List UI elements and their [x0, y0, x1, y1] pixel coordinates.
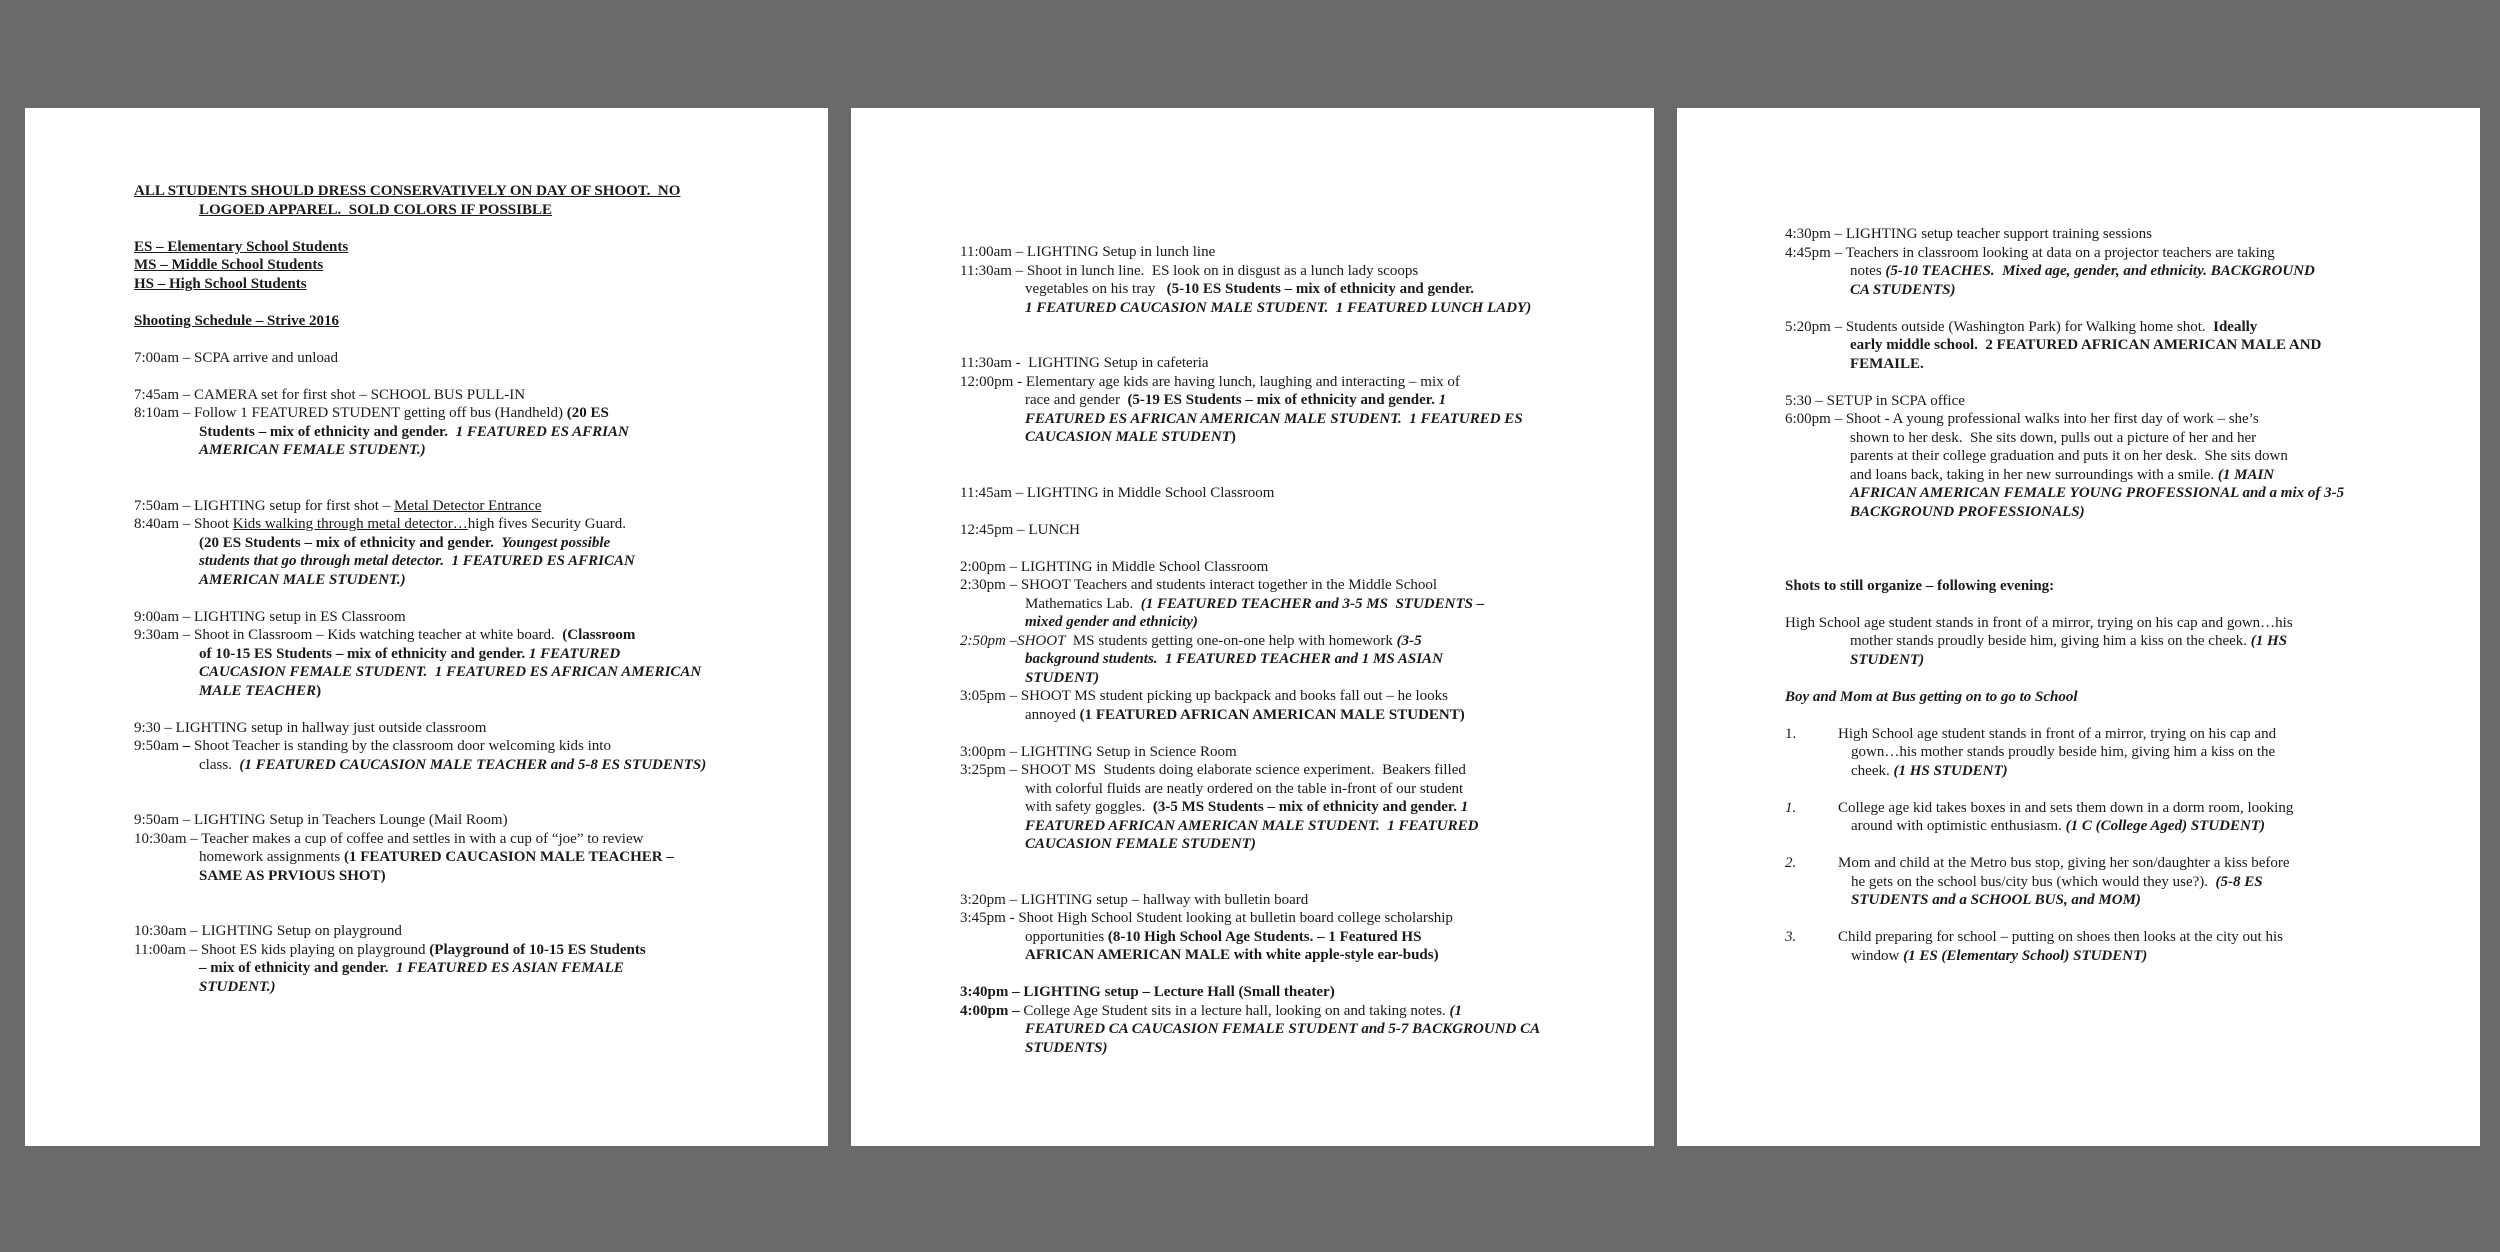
- document-page-2: [851, 108, 1654, 1146]
- text-run: high fives Security Guard.: [467, 516, 627, 532]
- schedule-entry: [960, 983, 1654, 1002]
- text-run: 9:30 – LIGHTING setup in hallway just outside classroom: [134, 719, 487, 736]
- text-run: CAUCASION MALE STUDENT: [1025, 429, 1231, 445]
- text-line: [960, 909, 1654, 928]
- text-line: [134, 534, 828, 553]
- text-run: 1: [1460, 799, 1469, 815]
- schedule-entry: [1785, 577, 2480, 596]
- text-line: [134, 811, 828, 830]
- schedule-entry: [134, 515, 828, 589]
- text-run: ): [316, 682, 322, 699]
- text-run: 11:30am - LIGHTING Setup in cafeteria: [960, 355, 1209, 371]
- schedule-entry: [1785, 392, 2480, 411]
- text-run: – mix of ethnicity and gender.: [199, 960, 396, 976]
- text-line: [960, 373, 1654, 392]
- text-run: 3:05pm – SHOOT MS student picking up backpack and books fall out – he looks: [960, 688, 1449, 704]
- text-run: (1 C (College Aged) STUDENT): [2065, 818, 2265, 834]
- text-run: (1 FEATURED CAUCASION MALE TEACHER –: [343, 849, 674, 865]
- text-run: (3-5 MS Students – mix of ethnicity and gender.: [1152, 799, 1461, 815]
- schedule-entry: [134, 349, 828, 368]
- numbered-item: [1785, 854, 2480, 910]
- text-line: [1785, 799, 2480, 818]
- numbered-item: [1785, 725, 2480, 781]
- text-line: [134, 848, 828, 867]
- schedule-entry: [134, 256, 828, 275]
- schedule-entry: [134, 608, 828, 627]
- text-line: [1785, 484, 2480, 503]
- text-run: background students. 1 FEATURED TEACHER and 1 MS ASIAN: [1025, 651, 1443, 667]
- text-line: [960, 817, 1654, 836]
- text-run: –: [182, 738, 191, 754]
- schedule-entry: [960, 632, 1654, 688]
- text-run: CAUCASION FEMALE STUDENT. 1 FEATURED ES AFRICAN AMERICAN: [199, 664, 702, 680]
- schedule-entry: [960, 743, 1654, 762]
- text-line: [960, 262, 1654, 281]
- text-line: [134, 441, 828, 460]
- schedule-entry: [1785, 614, 2480, 670]
- text-line: [1785, 651, 2480, 670]
- schedule-entry: [960, 761, 1654, 854]
- text-run: around with optimistic enthusiasm.: [1851, 818, 2066, 834]
- text-run: 4:45pm – Teachers in classroom looking at data on a projector teachers are taking: [1785, 244, 2275, 261]
- text-run: 12:00pm - Elementary age kids are having lunch, laughing and interacting – mix of: [960, 373, 1460, 390]
- text-run: 3:45pm - Shoot High School Student looking at bulletin board college scholarship: [960, 910, 1453, 926]
- text-line: [134, 737, 828, 756]
- text-line: [134, 182, 828, 201]
- text-line: [960, 650, 1654, 669]
- text-run: 9:00am – LIGHTING setup in ES Classroom: [134, 608, 406, 625]
- text-run: (5-10 TEACHES. Mixed age, gender, and ethnicity. BACKGROUND: [1885, 263, 2315, 279]
- text-line: [960, 280, 1654, 299]
- text-line: [134, 571, 828, 590]
- text-line: [134, 959, 828, 978]
- text-run: early middle school. 2 FEATURED AFRICAN AMERICAN MALE AND: [1850, 337, 2322, 353]
- text-run: FEATURED CA CAUCASION FEMALE STUDENT and 5-7 BACKGROUND CA: [1025, 1021, 1541, 1037]
- text-line: [1785, 466, 2480, 485]
- text-run: 1 FEATURED ES ASIAN FEMALE: [395, 960, 624, 976]
- schedule-entry: [960, 576, 1654, 632]
- text-run: Shoot Teacher is standing by the classroom door welcoming kids into: [190, 738, 611, 754]
- schedule-entry: [134, 626, 828, 700]
- text-run: Mom and child at the Metro bus stop, giving her son/daughter a kiss before: [1838, 855, 2290, 871]
- text-run: notes: [1850, 263, 1886, 279]
- text-line: [134, 663, 828, 682]
- text-line: [960, 743, 1654, 762]
- schedule-entry: [1785, 410, 2480, 521]
- text-run: 8:40am – Shoot: [134, 516, 233, 532]
- text-line: [960, 946, 1654, 965]
- text-run: 5:20pm – Students outside (Washington Park) for Walking home shot.: [1785, 318, 2214, 335]
- text-line: [134, 756, 828, 775]
- text-line: [960, 428, 1654, 447]
- text-run: 11:30am – Shoot in lunch line. ES look on in disgust as a lunch lady scoops: [960, 262, 1419, 279]
- text-run: (5-10 ES Students – mix of ethnicity and gender.: [1166, 281, 1475, 297]
- schedule-entry: [134, 386, 828, 405]
- text-line: [134, 922, 828, 941]
- text-run: class.: [199, 756, 240, 773]
- text-run: (20 ES Students – mix of ethnicity and gender.: [199, 534, 502, 551]
- text-run: Ideally: [2213, 318, 2258, 335]
- text-line: [960, 521, 1654, 540]
- text-run: 6:00pm – Shoot - A young professional walks into her first day of work – she’s: [1785, 411, 2259, 427]
- text-run: LOGOED APPAREL. SOLD COLORS IF POSSIBLE: [199, 201, 552, 218]
- text-run: (1 FEATURED TEACHER and 3-5 MS STUDENTS –: [1140, 595, 1485, 612]
- text-run: (1 FEATURED AFRICAN AMERICAN MALE STUDENT): [1079, 706, 1465, 723]
- schedule-entry: [134, 497, 828, 516]
- text-run: MS students getting one-on-one help with homework: [1065, 632, 1397, 649]
- text-line: [1785, 725, 2480, 744]
- document-page-1: [25, 108, 828, 1146]
- schedule-entry: [960, 484, 1654, 503]
- text-line: [134, 608, 828, 627]
- text-line: [960, 761, 1654, 780]
- text-run: with safety goggles.: [1025, 799, 1153, 815]
- text-line: [1785, 355, 2480, 374]
- text-run: 11:45am – LIGHTING in Middle School Classroom: [960, 484, 1275, 501]
- text-line: [1785, 410, 2480, 429]
- schedule-entry: [134, 922, 828, 941]
- text-line: [134, 423, 828, 442]
- text-line: [134, 497, 828, 516]
- text-line: [960, 928, 1654, 947]
- text-line: [960, 687, 1654, 706]
- text-line: [1785, 447, 2480, 466]
- text-line: [134, 645, 828, 664]
- text-run: (1 FEATURED CAUCASION MALE TEACHER and 5-8 ES STUDENTS): [239, 756, 707, 773]
- text-run: MALE TEACHER: [199, 682, 317, 699]
- text-run: 8:10am – Follow 1 FEATURED STUDENT getting off bus (Handheld): [134, 405, 567, 421]
- text-line: [960, 1002, 1654, 1021]
- text-run: mixed gender and ethnicity): [1025, 614, 1198, 630]
- schedule-entry: [134, 719, 828, 738]
- text-line: [1785, 318, 2480, 337]
- text-run: annoyed: [1025, 706, 1080, 723]
- text-run: (3-5: [1396, 632, 1422, 649]
- text-run: 3:25pm – SHOOT MS Students doing elaborate science experiment. Beakers filled: [960, 762, 1466, 778]
- schedule-entry: [134, 811, 828, 830]
- text-run: 11:00am – LIGHTING Setup in lunch line: [960, 244, 1216, 260]
- text-run: window: [1851, 947, 1904, 964]
- text-run: shown to her desk. She sits down, pulls out a picture of her and her: [1850, 429, 2257, 446]
- schedule-entry: [1785, 318, 2480, 374]
- text-run: 2:00pm – LIGHTING in Middle School Classroom: [960, 558, 1269, 575]
- text-run: FEATURED ES AFRICAN AMERICAN MALE STUDENT. 1 FEATURED ES: [1025, 410, 1523, 427]
- text-run: 3:40pm – LIGHTING setup – Lecture Hall (Small theater): [960, 984, 1335, 1000]
- text-run: and loans back, taking in her new surroundings with a smile.: [1850, 466, 2218, 483]
- schedule-entry: [134, 941, 828, 997]
- text-line: [1785, 928, 2480, 947]
- text-run: Youngest possible: [501, 534, 611, 551]
- text-run: Shots to still organize – following evening:: [1785, 577, 2055, 594]
- text-run: Child preparing for school – putting on shoes then looks at the city out his: [1838, 929, 2283, 945]
- item-number: 3.: [1785, 929, 1797, 945]
- text-run: students that go through metal detector. 1 FEATURED ES AFRICAN: [199, 553, 635, 569]
- text-line: [960, 780, 1654, 799]
- text-line: [1785, 503, 2480, 522]
- text-line: [134, 515, 828, 534]
- schedule-entry: [960, 1002, 1654, 1058]
- text-line: [960, 595, 1654, 614]
- text-run: with colorful fluids are neatly ordered on the table in-front of our student: [1025, 780, 1464, 797]
- text-run: 11:00am – Shoot ES kids playing on playground: [134, 941, 430, 958]
- text-line: [960, 891, 1654, 910]
- text-run: 4:00pm –: [960, 1002, 1024, 1019]
- schedule-entry: [134, 238, 828, 257]
- text-run: (1 ES (Elementary School) STUDENT): [1903, 947, 2148, 964]
- item-number: 2.: [1785, 855, 1797, 871]
- text-line: [960, 484, 1654, 503]
- text-run: (1 HS: [2250, 633, 2288, 649]
- text-run: FEATURED AFRICAN AMERICAN MALE STUDENT. 1 FEATURED: [1025, 817, 1479, 834]
- item-number: 1.: [1785, 725, 1797, 742]
- schedule-entry: [960, 891, 1654, 910]
- text-line: [960, 669, 1654, 688]
- text-run: HS – High School Students: [134, 275, 307, 292]
- schedule-entry: [134, 275, 828, 294]
- schedule-entry: [134, 737, 828, 774]
- text-line: [1785, 429, 2480, 448]
- text-run: 12:45pm – LUNCH: [960, 521, 1080, 538]
- text-line: [1785, 891, 2480, 910]
- text-run: FEMAILE.: [1850, 355, 1924, 372]
- text-run: Mathematics Lab.: [1025, 595, 1141, 612]
- item-number: 1.: [1785, 799, 1797, 816]
- text-run: Boy and Mom at Bus getting on to go to School: [1785, 688, 2078, 705]
- schedule-entry: [1785, 244, 2480, 300]
- text-run: 9:30am – Shoot in Classroom – Kids watching teacher at white board.: [134, 627, 563, 643]
- text-run: gown…his mother stands proudly beside him, giving him a kiss on the: [1851, 744, 2276, 760]
- text-run: Shooting Schedule – Strive 2016: [134, 312, 340, 329]
- text-line: [1785, 262, 2480, 281]
- text-run: High School age student stands in front of a mirror, trying on his cap and: [1838, 725, 2277, 742]
- text-line: [134, 719, 828, 738]
- text-run: College Age Student sits in a lecture hall, looking on and taking notes.: [1023, 1002, 1450, 1019]
- schedule-entry: [1785, 225, 2480, 244]
- text-line: [134, 978, 828, 997]
- schedule-entry: [134, 312, 828, 331]
- text-run: College age kid takes boxes in and sets them down in a dorm room, looking: [1838, 799, 2294, 816]
- text-run: of 10-15 ES Students – mix of ethnicity and gender.: [199, 645, 529, 662]
- numbered-item: [1785, 928, 2480, 965]
- text-run: cheek.: [1851, 762, 1894, 779]
- text-run: (Classroom: [562, 627, 636, 643]
- text-line: [960, 835, 1654, 854]
- text-run: (1 HS STUDENT): [1893, 762, 2008, 779]
- text-run: 1 FEATURED: [528, 645, 621, 662]
- text-run: STUDENTS and a SCHOOL BUS, and MOM): [1851, 892, 2141, 908]
- text-run: 7:00am – SCPA arrive and unload: [134, 349, 339, 366]
- text-line: [960, 1039, 1654, 1058]
- schedule-entry: [960, 373, 1654, 447]
- text-line: [134, 552, 828, 571]
- text-run: 10:30am – LIGHTING Setup on playground: [134, 923, 402, 939]
- text-run: ALL STUDENTS SHOULD DRESS CONSERVATIVELY ON DAY OF SHOOT. NO: [134, 183, 681, 199]
- text-line: [134, 238, 828, 257]
- schedule-entry: [134, 404, 828, 460]
- text-run: 9:50am – LIGHTING Setup in Teachers Lounge (Mail Room): [134, 812, 508, 828]
- text-line: [134, 830, 828, 849]
- text-run: STUDENT.): [199, 978, 276, 995]
- text-line: [1785, 244, 2480, 263]
- text-line: [1785, 632, 2480, 651]
- text-line: [1785, 947, 2480, 966]
- text-line: [1785, 762, 2480, 781]
- text-run: Students – mix of ethnicity and gender.: [199, 423, 456, 440]
- text-line: [134, 201, 828, 220]
- text-run: (1: [1449, 1002, 1463, 1019]
- text-run: 10:30am – Teacher makes a cup of coffee and settles in with a cup of “joe” to review: [134, 830, 644, 847]
- text-run: race and gender: [1025, 392, 1128, 408]
- schedule-entry: [1785, 688, 2480, 707]
- text-line: [1785, 577, 2480, 596]
- text-line: [960, 983, 1654, 1002]
- text-line: [1785, 817, 2480, 836]
- text-run: BACKGROUND PROFESSIONALS): [1850, 503, 2085, 520]
- schedule-entry: [960, 354, 1654, 373]
- text-run: 4:30pm – LIGHTING setup teacher support training sessions: [1785, 226, 2153, 242]
- text-run: 3:20pm – LIGHTING setup – hallway with bulletin board: [960, 891, 1309, 908]
- schedule-entry: [134, 830, 828, 886]
- text-run: (8-10 High School Age Students. – 1 Featured HS: [1107, 928, 1422, 945]
- text-line: [1785, 614, 2480, 633]
- text-run: (5-8 ES: [2215, 873, 2263, 890]
- text-run: opportunities: [1025, 928, 1108, 945]
- text-line: [134, 867, 828, 886]
- text-run: STUDENT): [1025, 669, 1100, 686]
- text-run: 1 FEATURED ES AFRIAN: [455, 423, 629, 440]
- text-line: [960, 354, 1654, 373]
- text-run: homework assignments: [199, 849, 344, 865]
- text-run: 9:50am: [134, 738, 183, 754]
- text-run: 1 FEATURED CAUCASION MALE STUDENT. 1 FEATURED LUNCH LADY): [1025, 299, 1532, 316]
- text-run: (Playground of 10-15 ES Students: [429, 941, 646, 958]
- text-run: parents at their college graduation and puts it on her desk. She sits down: [1850, 448, 2288, 464]
- text-line: [1785, 688, 2480, 707]
- text-line: [134, 349, 828, 368]
- text-run: 7:45am – CAMERA set for first shot – SCHOOL BUS PULL-IN: [134, 386, 526, 403]
- text-run: 1: [1438, 392, 1447, 408]
- text-run: (1 MAIN: [2217, 466, 2275, 483]
- text-run: 5:30 – SETUP in SCPA office: [1785, 392, 1965, 409]
- text-line: [1785, 392, 2480, 411]
- text-line: [134, 941, 828, 960]
- text-run: ES – Elementary School Students: [134, 238, 349, 255]
- text-line: [960, 613, 1654, 632]
- text-run: 2:30pm – SHOOT Teachers and students interact together in the Middle School: [960, 577, 1438, 593]
- text-line: [960, 410, 1654, 429]
- text-line: [960, 391, 1654, 410]
- text-line: [1785, 336, 2480, 355]
- text-run: he gets on the school bus/city bus (which would they use?).: [1851, 873, 2216, 890]
- document-page-3: [1677, 108, 2480, 1146]
- text-run: 7:50am – LIGHTING setup for first shot –: [134, 497, 394, 514]
- text-line: [960, 1020, 1654, 1039]
- schedule-entry: [960, 243, 1654, 262]
- numbered-item: [1785, 799, 2480, 836]
- text-line: [960, 299, 1654, 318]
- text-run: 2:50pm –SHOOT: [960, 632, 1066, 649]
- text-run: High School age student stands in front of a mirror, trying on his cap and gown…his: [1785, 614, 2293, 631]
- text-line: [960, 632, 1654, 651]
- text-run: ): [1230, 429, 1236, 445]
- schedule-entry: [960, 558, 1654, 577]
- schedule-entry: [960, 909, 1654, 965]
- text-line: [1785, 281, 2480, 300]
- text-run: SAME AS PRVIOUS SHOT): [199, 867, 386, 884]
- text-line: [134, 386, 828, 405]
- text-line: [134, 626, 828, 645]
- text-line: [1785, 225, 2480, 244]
- text-run: AFRICAN AMERICAN FEMALE YOUNG PROFESSIONAL and a mix of 3-5: [1850, 485, 2345, 501]
- text-line: [134, 256, 828, 275]
- text-line: [960, 798, 1654, 817]
- text-line: [960, 576, 1654, 595]
- text-run: Metal Detector Entrance: [393, 497, 542, 514]
- text-run: STUDENT): [1850, 651, 1925, 668]
- text-run: 3:00pm – LIGHTING Setup in Science Room: [960, 743, 1237, 760]
- text-run: CAUCASION FEMALE STUDENT): [1025, 836, 1256, 852]
- text-run: (20 ES: [566, 405, 609, 421]
- text-run: CA STUDENTS): [1850, 281, 1956, 298]
- text-run: Kids walking through metal detector…: [232, 516, 468, 532]
- text-line: [1785, 854, 2480, 873]
- schedule-entry: [960, 521, 1654, 540]
- text-run: AMERICAN FEMALE STUDENT.): [199, 442, 426, 458]
- text-run: (5-19 ES Students – mix of ethnicity and gender.: [1127, 392, 1439, 408]
- text-line: [960, 706, 1654, 725]
- text-line: [134, 312, 828, 331]
- text-line: [134, 275, 828, 294]
- text-run: MS – Middle School Students: [134, 257, 324, 273]
- text-line: [1785, 873, 2480, 892]
- text-run: AMERICAN MALE STUDENT.): [199, 571, 406, 588]
- text-line: [134, 404, 828, 423]
- schedule-entry: [960, 262, 1654, 318]
- text-line: [960, 558, 1654, 577]
- text-line: [134, 682, 828, 701]
- text-run: STUDENTS): [1025, 1039, 1108, 1056]
- schedule-entry: [134, 182, 828, 219]
- text-line: [1785, 743, 2480, 762]
- text-line: [960, 243, 1654, 262]
- text-run: vegetables on his tray: [1025, 281, 1167, 297]
- schedule-entry: [960, 687, 1654, 724]
- text-run: mother stands proudly beside him, giving him a kiss on the cheek.: [1850, 633, 2251, 649]
- text-run: AFRICAN AMERICAN MALE with white apple-style ear-buds): [1025, 947, 1439, 963]
